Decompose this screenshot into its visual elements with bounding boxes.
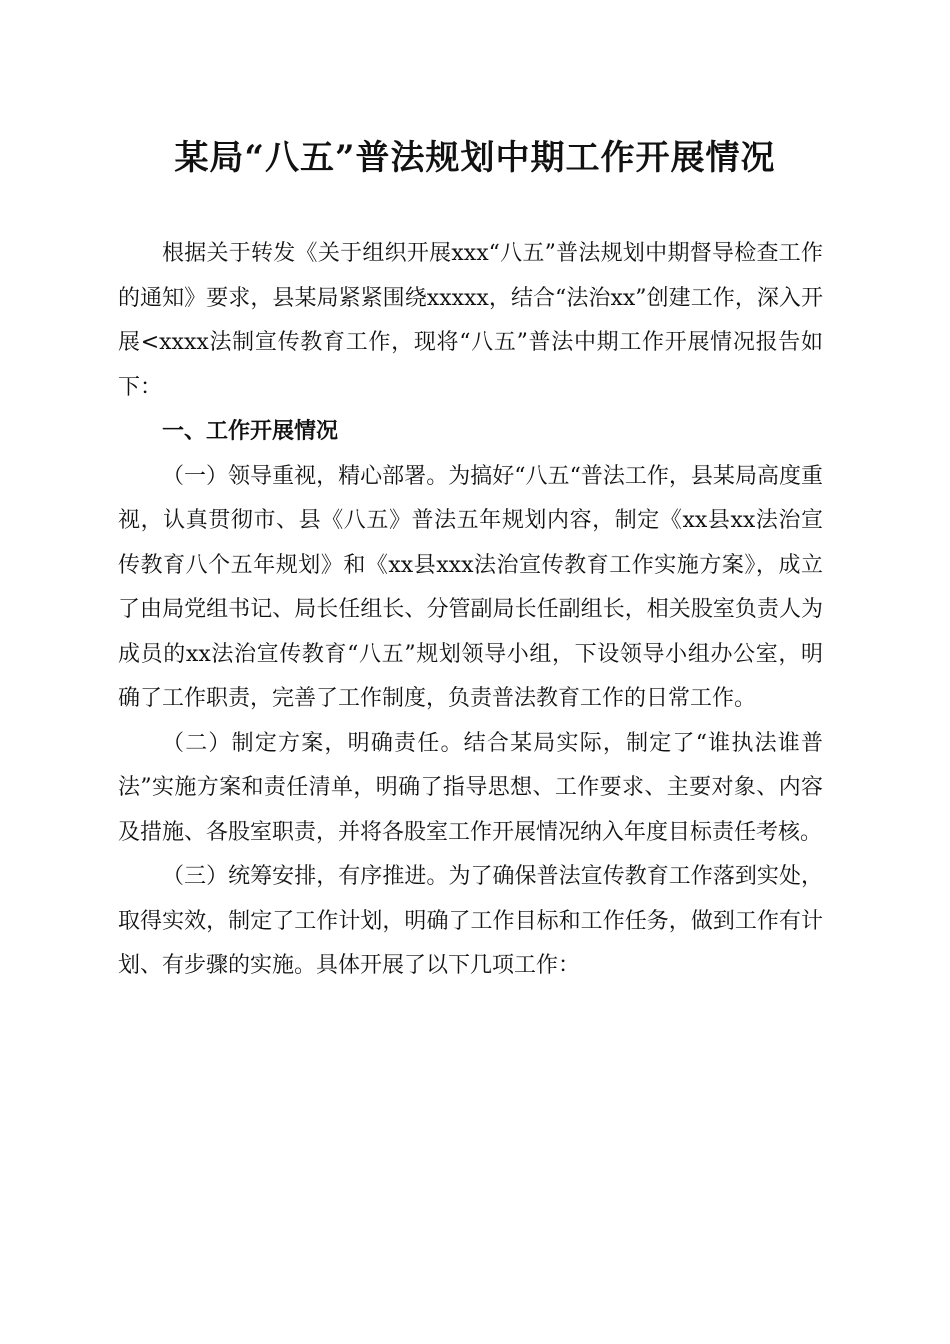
item-paragraph-2: [118, 722, 823, 856]
item-text-3: 为了确保普法宣传教育工作落到实处，取得实效，制定了工作计划，明确了工作目标和工作任务，做到工作有计划、有步骤的实施。具体开展了以下几项工作：: [118, 864, 823, 978]
item-text-1: 为搞好“八五“普法工作，县某局高度重视，认真贯彻市、县《八五》普法五年规划内容，制定《xx县xx法治宣传教育八个五年规划》和《xx县xxx法治宣传教育工作实施方案》，成立了由局党组书记、局长任组长、分管副局长任副组长，相关股室负责人为成员的xx法治宣传教育“八五”规划领导小组，下设领导小组办公室，明确了工作职责，完善了工作制度，负责普法教育工作的日常工作。: [118, 463, 823, 711]
item-paragraph-1: [118, 455, 823, 722]
item-lead-2: （二）制定方案，明确责任。: [162, 730, 464, 756]
item-lead-1: （一）领导重视，精心部署。: [162, 463, 449, 489]
item-paragraph-3: [118, 855, 823, 989]
item-lead-3: （三）统筹安排，有序推进。: [162, 864, 449, 889]
intro-paragraph: 根据关于转发《关于组织开展xxx“八五”普法规划中期督导检查工作的通知》要求，县某局紧紧围绕xxxxx，结合“法治xx”创建工作，深入开展<xxxx法制宣传教育工作，现将“八五”普法中期工作开展情况报告如下：: [118, 241, 823, 400]
document-body: [118, 232, 823, 989]
section-heading: 一、工作开展情况: [162, 419, 339, 444]
item-text-2: 结合某局实际，制定了“谁执法谁普法”实施方案和责任清单，明确了指导思想、工作要求、主要对象、内容及措施、各股室职责，并将各股室工作开展情况纳入年度目标责任考核。: [118, 730, 823, 845]
document-title: 某局“八五”普法规划中期工作开展情况: [174, 138, 776, 178]
